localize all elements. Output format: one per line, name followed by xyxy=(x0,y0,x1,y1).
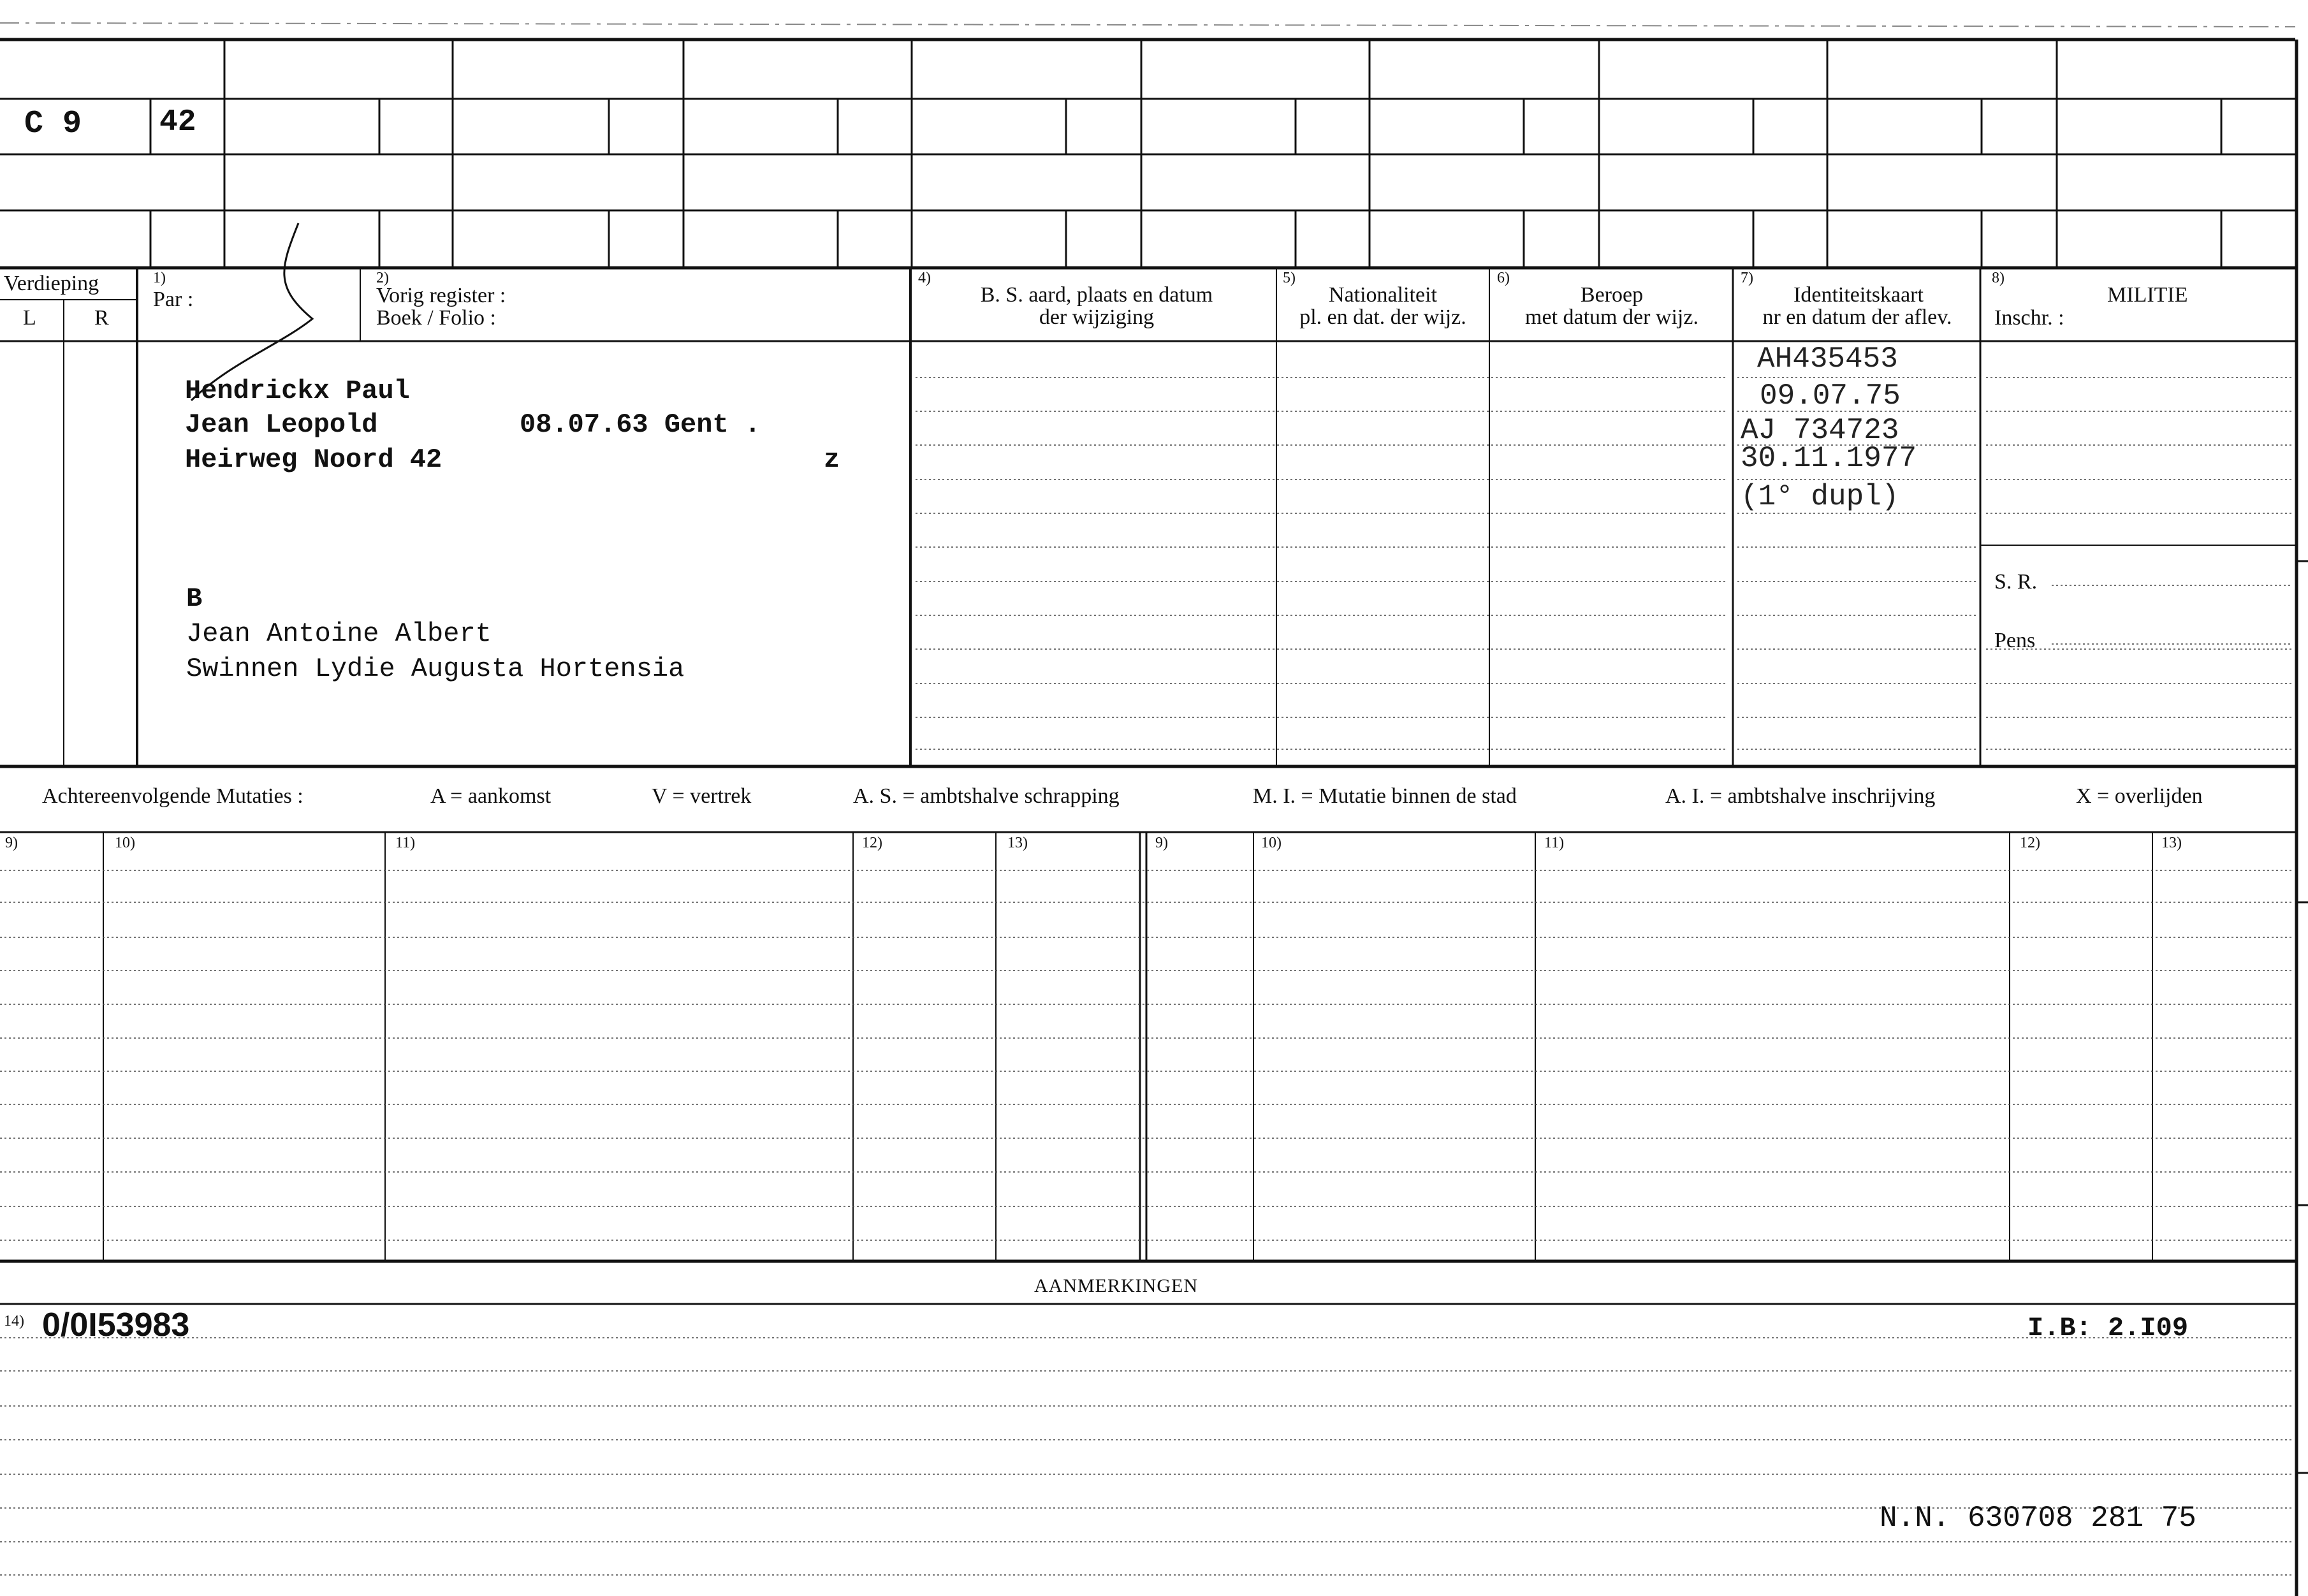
bs-label-line1: B. S. aard, plaats en datum xyxy=(980,283,1213,307)
pen-stroke-mark xyxy=(191,223,312,400)
section-code: C 9 xyxy=(24,106,82,142)
id-card-number-2: AJ 734723 xyxy=(1741,414,1899,447)
inschr-label: Inschr. : xyxy=(1994,306,2064,330)
beroep-label: Beroep xyxy=(1580,283,1644,307)
identiteitskaart-sub-label: nr en datum der aflev. xyxy=(1762,305,1952,329)
militie-title: MILITIE xyxy=(2107,283,2188,307)
father-name: Jean Antoine Albert xyxy=(186,619,492,649)
sex-mark: z xyxy=(824,444,840,475)
mutation-col-10a: 10) xyxy=(115,835,135,851)
mutation-col-13b: 13) xyxy=(2161,835,2182,851)
legend-mutatie: M. I. = Mutatie binnen de stad xyxy=(1253,784,1517,808)
mutation-col-11a: 11) xyxy=(395,835,416,851)
remarks-code: 0/0I53983 xyxy=(42,1307,190,1343)
mutation-col-9a: 9) xyxy=(5,835,18,851)
mutation-col-9b: 9) xyxy=(1155,835,1168,851)
legend-overlijden: X = overlijden xyxy=(2076,784,2203,808)
pens-label: Pens xyxy=(1994,629,2036,652)
id-card-number-1: AH435453 xyxy=(1757,342,1898,376)
remarks-title: AANMERKINGEN xyxy=(1034,1275,1198,1296)
beroep-sub-label: met datum der wijz. xyxy=(1525,305,1698,329)
mutation-col-13a: 13) xyxy=(1007,835,1028,851)
folio-number: 42 xyxy=(159,105,196,140)
mutation-col-11b: 11) xyxy=(1544,835,1565,851)
mutation-col-12b: 12) xyxy=(2020,835,2040,851)
col7-number: 7) xyxy=(1741,270,1753,286)
national-number: N.N. 630708 281 75 xyxy=(1880,1502,2196,1535)
col8-number: 8) xyxy=(1992,270,2005,286)
remarks-number: 14) xyxy=(4,1313,24,1329)
col6-number: 6) xyxy=(1497,270,1510,286)
mother-name: Swinnen Lydie Augusta Hortensia xyxy=(186,654,685,684)
legend-aankomst: A = aankomst xyxy=(430,784,551,808)
person-other-names: Jean Leopold xyxy=(185,409,378,440)
legend-schrapping: A. S. = ambtshalve schrapping xyxy=(853,784,1120,808)
boek-folio-label: Boek / Folio : xyxy=(376,306,496,330)
mutations-legend-title: Achtereenvolgende Mutaties : xyxy=(42,784,303,808)
right-label: R xyxy=(94,306,109,330)
vorig-register-label: Vorig register : xyxy=(376,284,506,307)
ib-number: I.B: 2.I09 xyxy=(2027,1313,2189,1343)
legend-vertrek: V = vertrek xyxy=(652,784,752,808)
mutation-col-12a: 12) xyxy=(862,835,882,851)
identiteitskaart-label: Identiteitskaart xyxy=(1793,283,1924,307)
bs-label-line2: der wijziging xyxy=(1039,305,1155,329)
birth-date-place: 08.07.63 Gent . xyxy=(520,409,761,440)
sr-label: S. R. xyxy=(1994,570,2038,594)
nationaliteit-sub-label: pl. en dat. der wijz. xyxy=(1299,305,1466,329)
legend-inschrijving: A. I. = ambtshalve inschrijving xyxy=(1665,784,1936,808)
mutation-col-10b: 10) xyxy=(1261,835,1282,851)
id-card-duplicate-note: (1° dupl) xyxy=(1741,480,1899,513)
id-card-date-2: 30.11.1977 xyxy=(1741,442,1917,475)
par-label: Par : xyxy=(153,288,194,311)
person-address: Heirweg Noord 42 xyxy=(185,444,442,475)
col4-number: 4) xyxy=(918,270,931,286)
col5-number: 5) xyxy=(1283,270,1296,286)
id-card-date-1: 09.07.75 xyxy=(1760,379,1901,413)
nationaliteit-label: Nationaliteit xyxy=(1329,283,1437,307)
person-name: Hendrickx Paul xyxy=(185,376,410,406)
left-label: L xyxy=(23,306,36,330)
col2-number: 2) xyxy=(376,270,389,286)
col1-number: 1) xyxy=(153,270,166,286)
status-code: B xyxy=(186,583,203,614)
verdieping-label: Verdieping xyxy=(4,272,99,295)
